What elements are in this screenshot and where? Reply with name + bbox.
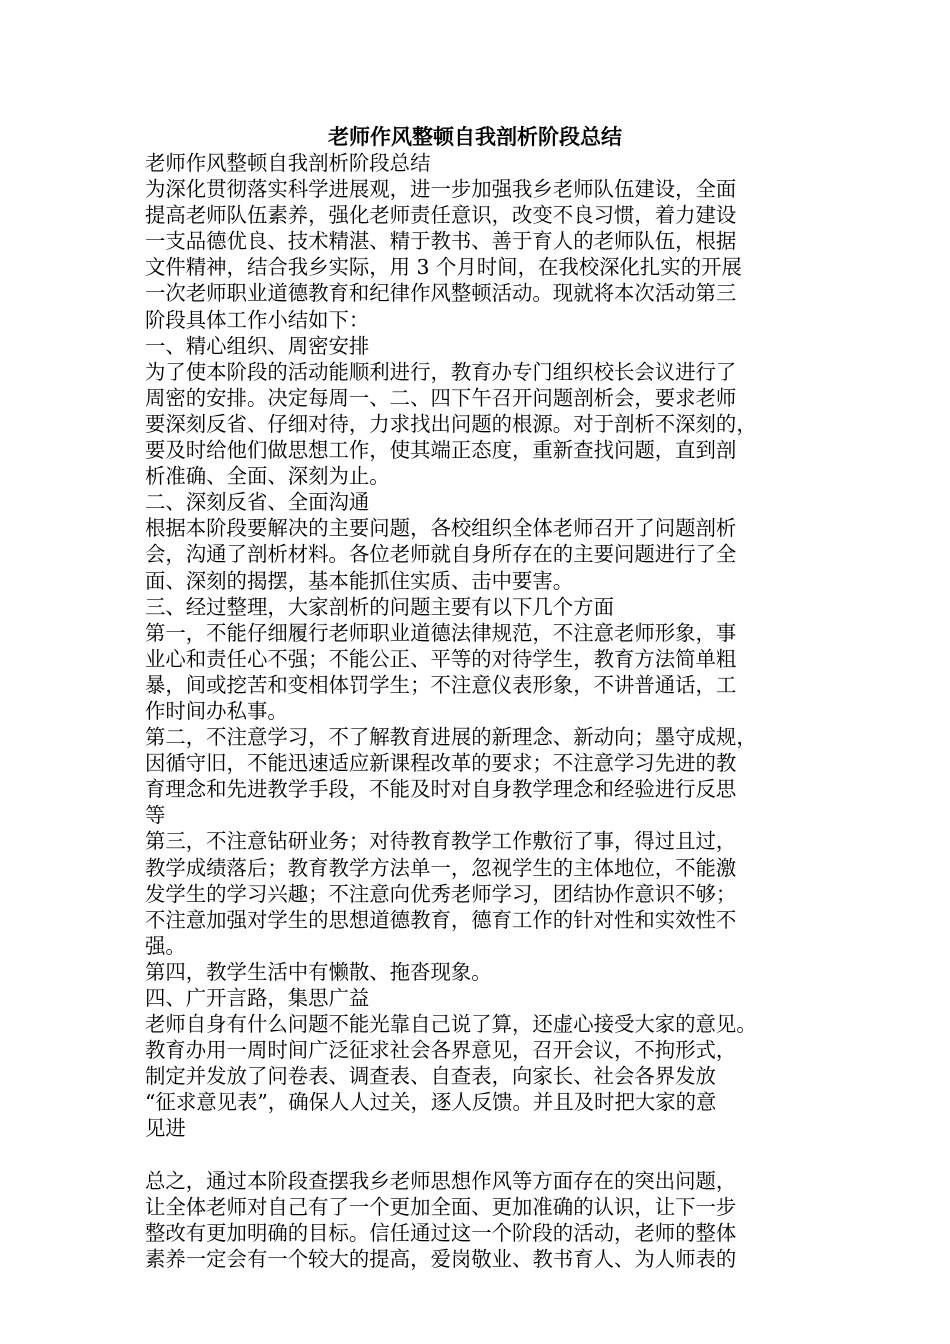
body-line: 为深化贯彻落实科学进展观，进一步加强我乡老师队伍建设，全面 (145, 177, 737, 202)
body-line: 一次老师职业道德教育和纪律作风整顿活动。现就将本次活动第三 (145, 281, 737, 306)
body-line: 根据本阶段要解决的主要问题，各校组织全体老师召开了问题剖析 (145, 516, 737, 541)
body-line: 第二，不注意学习，不了解教育进展的新理念、新动向；墨守成规， (145, 725, 757, 750)
body-line: 教学成绩落后；教育教学方法单一，忽视学生的主体地位，不能激 (145, 855, 737, 880)
body-line: 不注意加强对学生的思想道德教育，德育工作的针对性和实效性不 (145, 907, 737, 932)
body-line: 提高老师队伍素养，强化老师责任意识，改变不良习惯，着力建设 (145, 203, 737, 228)
body-line: 为了使本阶段的活动能顺利进行，教育办专门组织校长会议进行了 (145, 359, 737, 384)
body-line: 发学生的学习兴趣；不注意向优秀老师学习，团结协作意识不够； (145, 881, 737, 906)
body-line: 面、深刻的揭摆，基本能抓住实质、击中要害。 (145, 568, 574, 593)
body-line: 育理念和先进教学手段，不能及时对自身教学理念和经验进行反思 (145, 777, 737, 802)
body-line: 要深刻反省、仔细对待，力求找出问题的根源。对于剖析不深刻的， (145, 411, 757, 436)
body-line: 强。 (145, 933, 186, 958)
body-line: 第三，不注意钻研业务；对待教育教学工作敷衍了事，得过且过， (145, 829, 737, 854)
body-line: “征求意见表”，确保人人过关，逐人反馈。并且及时把大家的意 (145, 1090, 717, 1115)
body-line: 总之，通过本阶段查摆我乡老师思想作风等方面存在的突出问题， (145, 1168, 737, 1193)
body-line: 阶段具体工作小结如下： (145, 307, 370, 332)
body-line: 让全体老师对自己有了一个更加全面、更加准确的认识，让下一步 (145, 1194, 737, 1219)
document-body (145, 150, 809, 1272)
body-line: 见进 (145, 1116, 186, 1141)
body-line: 教育办用一周时间广泛征求社会各界意见，召开会议，不拘形式， (145, 1038, 737, 1063)
body-line: 文件精神，结合我乡实际，用 3 个月时间，在我校深化扎实的开展 (145, 255, 742, 280)
body-line: 老师作风整顿自我剖析阶段总结 (145, 151, 431, 175)
body-line: 整改有更加明确的目标。信任通过这一个阶段的活动，老师的整体 (145, 1220, 737, 1245)
body-line: 素养一定会有一个较大的提高，爱岗敬业、教书育人、为人师表的 (145, 1246, 737, 1271)
body-line: 因循守旧，不能迅速适应新课程改革的要求；不注意学习先进的教 (145, 751, 737, 776)
body-line: 要及时给他们做思想工作，使其端正态度，重新查找问题，直到剖 (145, 438, 737, 463)
body-line: 会，沟通了剖析材料。各位老师就自身所存在的主要问题进行了全 (145, 542, 737, 567)
body-line: 老师自身有什么问题不能光靠自己说了算，还虚心接受大家的意见。 (145, 1012, 757, 1037)
body-line: 析准确、全面、深刻为止。 (145, 464, 390, 489)
body-line: 作时间办私事。 (145, 698, 288, 723)
body-line: 第一，不能仔细履行老师职业道德法律规范，不注意老师形象，事 (145, 620, 737, 645)
body-line: 四、广开言路，集思广益 (145, 986, 370, 1010)
body-line: 暴，间或挖苦和变相体罚学生；不注意仪表形象，不讲普通话，工 (145, 672, 737, 697)
document-title: 老师作风整顿自我剖析阶段总结 (328, 125, 622, 149)
body-line: 三、经过整理，大家剖析的问题主要有以下几个方面 (145, 594, 614, 619)
body-line: 制定并发放了问卷表、调查表、自查表，向家长、社会各界发放 (145, 1064, 716, 1089)
body-line: 第四，教学生活中有懒散、拖沓现象。 (145, 959, 492, 984)
body-line: 二、深刻反省、全面沟通 (145, 490, 370, 515)
body-line (145, 1142, 809, 1168)
body-line: 一、精心组织、周密安排 (145, 333, 370, 358)
body-line: 一支品德优良、技术精湛、精于教书、善于育人的老师队伍，根据 (145, 229, 737, 254)
body-line: 周密的安排。决定每周一、二、四下午召开问题剖析会，要求老师 (145, 385, 737, 410)
body-line: 等 (145, 803, 166, 828)
body-line: 业心和责任心不强；不能公正、平等的对待学生，教育方法简单粗 (145, 646, 737, 671)
